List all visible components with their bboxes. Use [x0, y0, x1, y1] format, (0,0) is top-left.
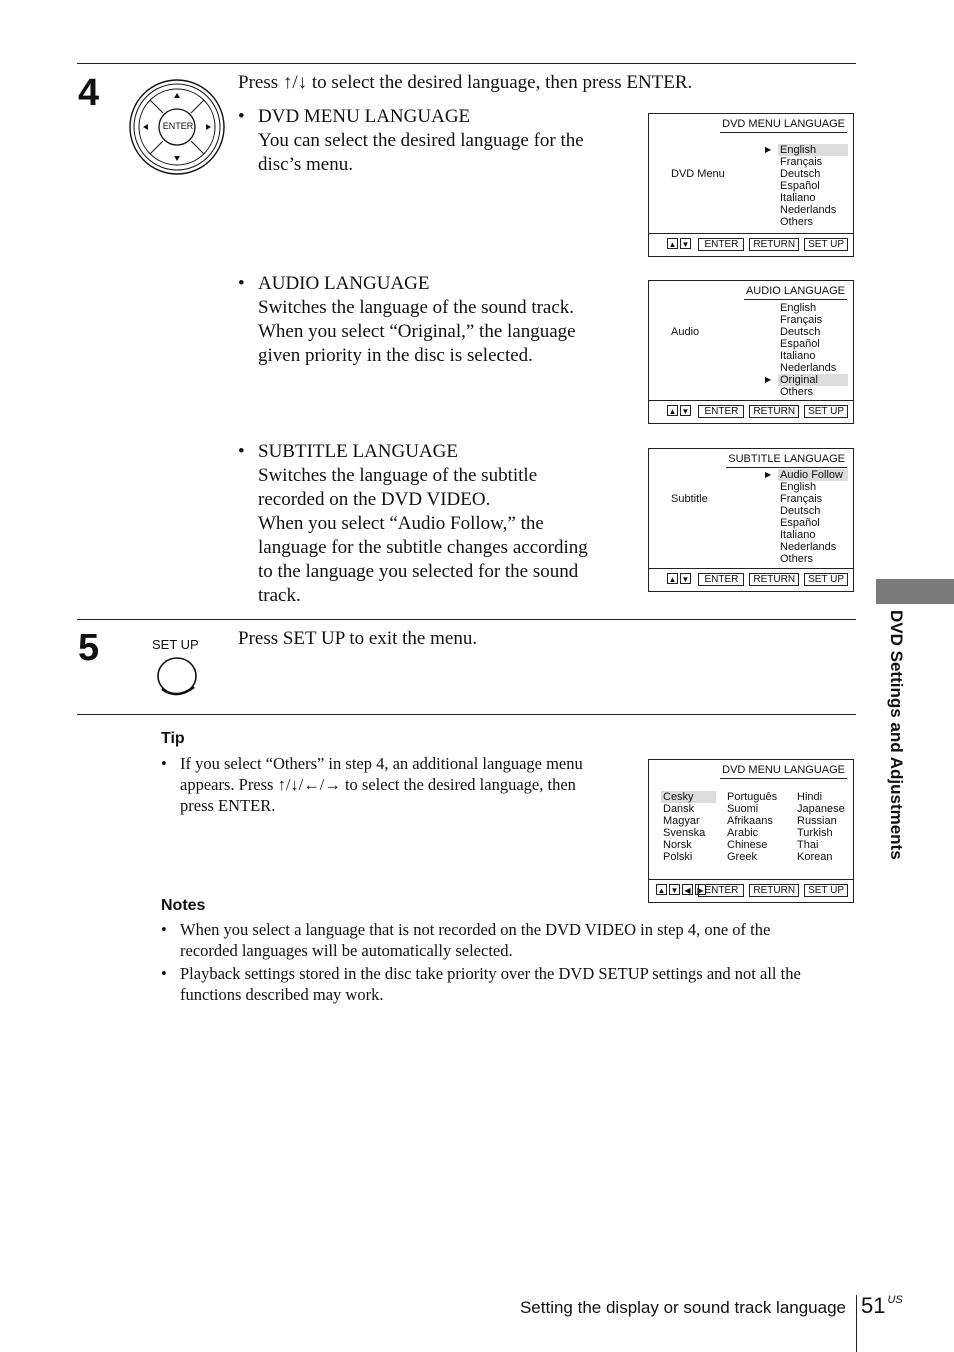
section-tab [876, 579, 954, 604]
setup-key: SET UP [804, 884, 848, 897]
return-key: RETURN [749, 405, 799, 418]
page-number-value: 51 [861, 1293, 886, 1318]
enter-key: ENTER [698, 573, 744, 586]
left-arrow-icon: ◀ [682, 884, 693, 895]
osd-language-column [795, 791, 851, 863]
bullet-subtitle-language: • SUBTITLE LANGUAGE Switches the language of the subtitle recorded on the DVD VIDEO. When you select “Audio Follow,” the language for the subtitle changes according to the language you selected for the sound track. [238, 440, 628, 608]
osd-option[interactable]: Italiano [780, 529, 816, 541]
osd-option[interactable]: Others [780, 216, 814, 228]
bullet-line: language for the subtitle changes according [258, 537, 588, 558]
notes-heading: Notes [161, 897, 206, 914]
osd-option[interactable]: Español [780, 338, 820, 350]
osd-option[interactable]: Turkish [797, 827, 833, 839]
bullet-line: Switches the language of the sound track. [258, 297, 575, 318]
note-line: recorded languages will be automatically selected. [180, 941, 513, 960]
bullet-dvd-menu-language: • DVD MENU LANGUAGE You can select the desired language for the disc’s menu. [238, 105, 628, 177]
enter-key: ENTER [698, 884, 744, 897]
osd-language-column [725, 791, 785, 863]
enter-key: ENTER [698, 405, 744, 418]
tip-heading: Tip [161, 730, 185, 747]
osd-options [778, 144, 848, 228]
selection-arrow-icon: ▶ [765, 375, 772, 384]
osd-title: DVD MENU LANGUAGE [720, 764, 847, 779]
page-number [861, 1293, 903, 1319]
note-bullet-dot: • [161, 920, 167, 939]
selection-arrow-icon: ▶ [765, 470, 772, 479]
osd-key-bar [649, 568, 853, 591]
osd-title: SUBTITLE LANGUAGE [726, 453, 847, 468]
up-arrow-icon: ▲ [668, 407, 677, 416]
osd-option[interactable]: Korean [797, 851, 833, 863]
note-line: When you select a language that is not recorded on the DVD VIDEO in step 4, one of the [180, 920, 771, 939]
top-rule [77, 63, 856, 64]
setup-button-icon [156, 656, 200, 698]
right-arrow-icon: ▶ [695, 884, 706, 895]
osd-option[interactable]: Arabic [727, 827, 759, 839]
osd-option[interactable]: Suomi [727, 803, 759, 815]
bullet-line: to the language you selected for the sound [258, 561, 579, 582]
osd-key-bar [649, 879, 853, 902]
osd-option-selected[interactable]: English [778, 144, 848, 156]
osd-option[interactable]: Deutsch [780, 168, 821, 180]
osd-option[interactable]: Italiano [780, 192, 816, 204]
osd-option[interactable]: Others [780, 386, 814, 398]
osd-option[interactable]: Nederlands [780, 541, 837, 553]
note-bullet-dot: • [161, 964, 167, 983]
bullet-line: When you select “Original,” the language [258, 321, 576, 342]
osd-option[interactable]: Greek [727, 851, 757, 863]
section-side-label: DVD Settings and Adjustments [887, 610, 906, 860]
footer-rule [856, 1295, 857, 1352]
osd-setting-label: Audio [671, 326, 700, 338]
osd-key-bar [649, 233, 853, 256]
osd-key-bar [649, 400, 853, 423]
osd-option[interactable]: Español [780, 517, 820, 529]
setup-button-label: SET UP [152, 637, 199, 652]
setup-key: SET UP [804, 405, 848, 418]
tip-text [180, 753, 630, 816]
osd-option[interactable]: Nederlands [780, 204, 837, 216]
bullet-line: disc’s menu. [258, 154, 353, 175]
osd-option[interactable]: Dansk [663, 803, 695, 815]
selection-arrow-icon: ▶ [765, 145, 772, 154]
down-arrow-icon: ▼ [681, 240, 690, 249]
osd-option[interactable]: Afrikaans [727, 815, 773, 827]
return-key: RETURN [749, 238, 799, 251]
enter-button-label: ENTER [162, 121, 194, 131]
osd-setting-label: Subtitle [671, 493, 708, 505]
bullet-line: given priority in the disc is selected. [258, 345, 533, 366]
osd-subtitle-language [648, 448, 854, 592]
bullet-line: DVD MENU LANGUAGE [258, 106, 471, 127]
tip-line: If you select “Others” in step 4, an additional language menu [180, 754, 583, 773]
up-arrow-icon: ▲ [657, 886, 666, 895]
down-arrow-icon: ▼ [681, 575, 690, 584]
osd-audio-language [648, 280, 854, 424]
osd-option[interactable]: Magyar [663, 815, 700, 827]
osd-setting-label: DVD Menu [671, 168, 725, 180]
osd-option[interactable]: Chinese [727, 839, 768, 851]
osd-option[interactable]: Thai [797, 839, 819, 851]
footer-section-title: Setting the display or sound track language [519, 1298, 846, 1317]
osd-language-column [661, 791, 716, 863]
page-region: US [887, 1294, 903, 1306]
step-5-number: 5 [78, 627, 100, 669]
osd-option[interactable]: Italiano [780, 350, 816, 362]
bullet-line: When you select “Audio Follow,” the [258, 513, 544, 534]
osd-title: AUDIO LANGUAGE [744, 285, 847, 300]
step-4-instruction: Press ↑/↓ to select the desired language, then press ENTER. [238, 72, 693, 93]
return-key: RETURN [749, 884, 799, 897]
osd-option[interactable]: Japanese [797, 803, 845, 815]
note-item [180, 919, 860, 961]
up-arrow-icon: ▲ [668, 240, 677, 249]
step-5-instruction: Press SET UP to exit the menu. [238, 628, 478, 649]
osd-option-selected[interactable]: Audio Follow [778, 469, 848, 481]
step-5-rule [77, 619, 856, 620]
down-arrow-icon: ▼ [670, 886, 679, 895]
osd-option[interactable]: Deutsch [780, 326, 821, 338]
osd-options [778, 469, 848, 565]
enter-key: ENTER [698, 238, 744, 251]
osd-option[interactable]: Polski [663, 851, 693, 863]
step-end-rule [77, 714, 856, 715]
up-arrow-icon: ▲ [668, 575, 677, 584]
osd-option[interactable]: Français [780, 314, 823, 326]
setup-key: SET UP [804, 573, 848, 586]
bullet-line: SUBTITLE LANGUAGE [258, 441, 459, 462]
osd-option[interactable]: Português [727, 791, 778, 803]
osd-others-language [648, 759, 854, 903]
osd-option[interactable]: Others [780, 553, 814, 565]
osd-option[interactable]: Español [780, 180, 820, 192]
note-item [180, 963, 860, 1005]
osd-option[interactable]: Norsk [663, 839, 692, 851]
note-line: Playback settings stored in the disc take priority over the DVD SETUP settings and not all the [180, 964, 801, 983]
setup-key: SET UP [804, 238, 848, 251]
bullet-audio-language: • AUDIO LANGUAGE Switches the language of the sound track. When you select “Original,” the language given priority in the disc is selected. [238, 272, 628, 368]
osd-option[interactable]: Français [780, 156, 823, 168]
osd-option[interactable]: Svenska [663, 827, 706, 839]
bullet-line: track. [258, 585, 301, 606]
osd-option-selected[interactable]: Cesky [661, 791, 716, 803]
osd-title: DVD MENU LANGUAGE [720, 118, 847, 133]
tip-bullet-dot: • [161, 754, 167, 773]
osd-option[interactable]: English [780, 302, 817, 314]
bullet-line: AUDIO LANGUAGE [258, 273, 430, 294]
tip-line: appears. Press ↑/↓/←/→ to select the desired language, then [180, 775, 576, 794]
return-key: RETURN [749, 573, 799, 586]
down-arrow-icon: ▼ [681, 407, 690, 416]
note-line: functions described may work. [180, 985, 384, 1004]
tip-line: press ENTER. [180, 796, 276, 815]
osd-option[interactable]: English [780, 481, 817, 493]
bullet-line: You can select the desired language for the [258, 130, 584, 151]
bullet-line: Switches the language of the subtitle [258, 465, 538, 486]
osd-options [778, 302, 848, 398]
osd-option-selected[interactable]: Original [778, 374, 848, 386]
osd-option[interactable]: Nederlands [780, 362, 837, 374]
osd-option[interactable]: Deutsch [780, 505, 821, 517]
bullet-line: recorded on the DVD VIDEO. [258, 489, 491, 510]
osd-option[interactable]: Français [780, 493, 823, 505]
osd-option[interactable]: Hindi [797, 791, 823, 803]
osd-option[interactable]: Russian [797, 815, 837, 827]
step-4-number: 4 [78, 72, 100, 114]
osd-dvd-menu-language [648, 113, 854, 257]
